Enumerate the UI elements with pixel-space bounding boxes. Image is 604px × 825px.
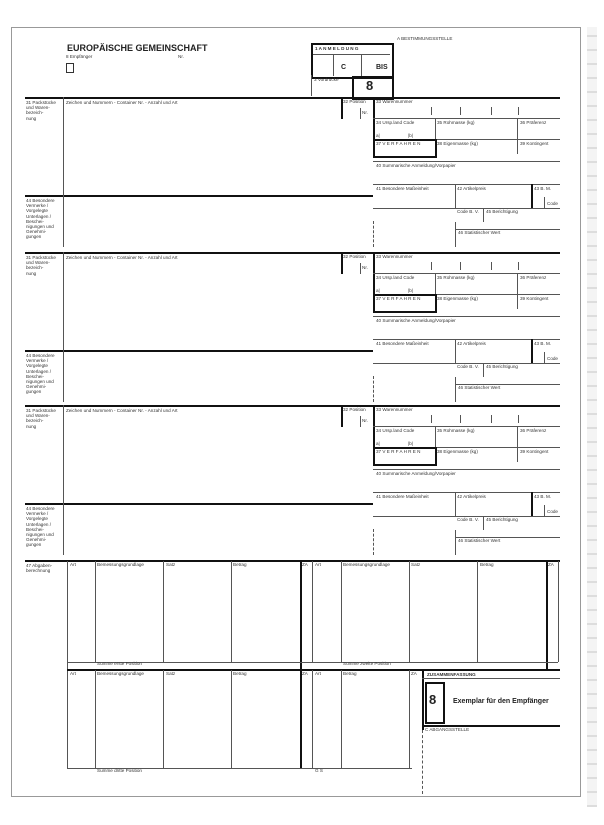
item-1-position-label: 32 Position (343, 99, 366, 104)
dispatch-dashed-rule (422, 730, 423, 794)
item-3-marks-label: Zeichen und Nummern - Container Nr. - Anzahl und Art (66, 408, 178, 413)
recipient-checkbox[interactable] (66, 63, 74, 73)
duties-col-rate-right (409, 561, 410, 662)
item-3-pref-label: 36 Präferenz (520, 428, 547, 433)
item-3-packages-label: 31 Packstücke und Waren- bezeich- nung (26, 408, 56, 429)
duties-gs-label: G S (315, 768, 323, 773)
item-2-pref-left (517, 273, 518, 309)
item-3-origin-b: |b| (408, 441, 413, 446)
item-3-commodity-label: 33 Warennummer (376, 407, 413, 412)
item-1-origin-a: a| (376, 133, 380, 138)
item-2-summary-decl-label: 40 Summarische Anmeldung/Vorpapier (376, 318, 456, 323)
item-3-origin-label: 34 Ursp.land Code (376, 428, 415, 433)
item-1-origin-label: 34 Ursp.land Code (376, 120, 415, 125)
dispatch-office-label: C ABGANGSSTELLE (425, 727, 470, 732)
summary-left-rule (422, 670, 424, 730)
item-2-quota-label: 39 Kontingent (520, 296, 549, 301)
duties-low-za (300, 670, 302, 769)
item-1-special-unit-label: 41 Besondere Maßeinheit (376, 186, 429, 191)
item-2-top-rule (25, 252, 560, 254)
item-1-pref-label: 36 Präferenz (520, 120, 547, 125)
item-3-net-label: 38 Eigenmasse (kg) (437, 449, 478, 454)
item-2-commodity-tick-3 (491, 262, 492, 270)
duties-art-4: Art (315, 671, 321, 676)
item-3-notes-left (63, 503, 64, 555)
item-1-commodity-tick-2 (460, 107, 461, 115)
duties-col-za-inner (312, 561, 313, 662)
declaration-bis: BIS (376, 64, 388, 71)
item-1-price-left (455, 184, 456, 208)
item-3-notes-label: 44 Besondere Vermerke / Vorgelegte Unterlagen / Beschei- nigungen und Genehmi- gungen (26, 506, 55, 548)
item-3-stat-label: 46 Statistischer Wert (458, 538, 501, 543)
summary-title-rule (422, 678, 560, 679)
declaration-cell-divider-1 (333, 54, 334, 76)
declaration-label: 1 A N M E L D U N G (315, 46, 359, 51)
item-3-top-rule (25, 405, 560, 407)
item-2-row-34-rule (373, 273, 560, 274)
item-3-gross-label: 35 Rohmasse (kg) (437, 428, 475, 433)
duties-basis-3: Bemessungsgrundlage (97, 671, 144, 676)
header-separator (311, 75, 312, 96)
duties-col-basis-right (341, 561, 342, 662)
item-1-code-label: Code (547, 201, 558, 206)
recipient-label: 8 Empfänger (66, 54, 93, 59)
item-2-bm-left (531, 339, 533, 363)
item-1-row-34-rule (373, 118, 560, 119)
destination-office-label: A BESTIMMUNGSSTELLE (397, 36, 453, 41)
duties-sum-first: Summe erste Position (97, 661, 142, 666)
item-2-bm-label: 43 B. M. (534, 341, 552, 346)
forms-count-label: 3 Vordrucke (314, 77, 339, 82)
item-2-bv-left (483, 363, 484, 377)
item-2-packages-label: 31 Packstücke und Waren- bezeich- nung (26, 255, 56, 276)
item-1-bv-left (483, 208, 484, 222)
duties-col-amount-right (477, 561, 478, 662)
item-3-notes-rule (25, 503, 373, 505)
duties-col-amount-left (231, 561, 232, 662)
duties-col-basis-left (95, 561, 96, 662)
duties-sum-third: Summe dritte Position (97, 768, 142, 773)
item-2-code-label: Code (547, 356, 558, 361)
summary-title: ZUSAMMENFASSUNG (427, 672, 476, 677)
item-1-marks-left (63, 97, 64, 195)
item-1-commodity-tick-3 (491, 107, 492, 115)
duties-basis-2: Bemessungsgrundlage (343, 562, 390, 567)
item-2-row-40-rule (373, 316, 560, 317)
duties-amount-2: Betrag (480, 562, 494, 567)
item-1-bm-label: 43 B. M. (534, 186, 552, 191)
item-2-notes-rule (25, 350, 373, 352)
item-2-price-label: 42 Artikelpreis (457, 341, 486, 346)
item-3-code-bv-label: Code B. V. (457, 517, 479, 522)
item-2-code-left (544, 352, 545, 363)
item-2-stat-label: 46 Statistischer Wert (458, 385, 501, 390)
item-2-position-nr: Nr. (362, 265, 368, 270)
item-1-origin-b: |b| (408, 133, 413, 138)
item-2-position-label: 32 Position (343, 254, 366, 259)
duties-rate-3: Satz (166, 671, 176, 676)
item-1-quota-label: 39 Kontingent (520, 141, 549, 146)
item-1-procedure-label: 37 V E R F A H R E N (376, 141, 421, 146)
item-1-marks-label: Zeichen und Nummern - Container Nr. - Anzahl und Art (66, 100, 178, 105)
item-3-commodity-tick-1 (431, 415, 432, 423)
item-1-stat-dashed (373, 221, 374, 247)
item-3-position-nr: Nr. (362, 418, 368, 423)
item-3-special-unit-label: 41 Besondere Maßeinheit (376, 494, 429, 499)
item-1-notes-rule (25, 195, 373, 197)
item-2-commodity-tick-4 (518, 262, 519, 270)
duties-art-1: Art (70, 562, 76, 567)
form-title: EUROPÄISCHE GEMEINSCHAFT (67, 43, 208, 53)
copy-number: 8 (366, 78, 374, 93)
item-3-row-40-rule (373, 469, 560, 470)
item-1-net-label: 38 Eigenmasse (kg) (437, 141, 478, 146)
item-3-row-34-rule (373, 426, 560, 427)
item-3-bv-left (483, 516, 484, 530)
item-2-pref-label: 36 Präferenz (520, 275, 547, 280)
item-1-adjustment-label: 45 Berichtigung (486, 209, 518, 214)
item-3-price-left (455, 492, 456, 516)
item-3-marks-left (63, 405, 64, 503)
item-3-price-label: 42 Artikelpreis (457, 494, 486, 499)
item-1-summary-decl-label: 40 Summarische Anmeldung/Vorpapier (376, 163, 456, 168)
duties-low-right-amount (409, 670, 410, 769)
item-2-marks-left (63, 252, 64, 350)
duties-amount-4: Betrag (343, 671, 357, 676)
duties-za-3: ZA (302, 671, 308, 676)
duties-art-2: Art (315, 562, 321, 567)
duties-col-za-left (300, 561, 302, 669)
item-1-pref-left (517, 118, 518, 154)
duties-basis-1: Bemessungsgrundlage (97, 562, 144, 567)
item-1-stat-label: 46 Statistischer Wert (458, 230, 501, 235)
item-1-bm-left (531, 184, 533, 208)
duties-sum-second: Summe zweite Position (343, 661, 391, 666)
scan-edge-texture (587, 27, 597, 807)
item-1-position-nr: Nr. (362, 110, 368, 115)
item-2-price-left (455, 339, 456, 363)
item-3-bm-label: 43 B. M. (534, 494, 552, 499)
item-1-commodity-tick-1 (431, 107, 432, 115)
summary-copy-text: Exemplar für den Empfänger (453, 698, 549, 705)
item-3-stat-left (455, 530, 456, 555)
duties-low-rate (163, 670, 164, 769)
duties-za-2: ZA (548, 562, 554, 567)
item-2-procedure-label: 37 V E R F A H R E N (376, 296, 421, 301)
duties-rate-1: Satz (166, 562, 176, 567)
duties-za-4: ZA (411, 671, 417, 676)
item-1-top-rule (25, 97, 560, 99)
duties-low-right-rate (341, 670, 342, 769)
duties-low-za-inner (312, 670, 313, 769)
item-3-procedure-label: 37 V E R F A H R E N (376, 449, 421, 454)
item-2-commodity-tick-2 (460, 262, 461, 270)
item-1-code-bv-label: Code B. V. (457, 209, 479, 214)
duties-low-amount (231, 670, 232, 769)
duties-rate-2: Satz (411, 562, 421, 567)
item-2-commodity-label: 33 Warennummer (376, 254, 413, 259)
item-3-pref-left (517, 426, 518, 462)
duties-left-edge (67, 561, 68, 769)
item-2-adjustment-label: 45 Berichtigung (486, 364, 518, 369)
duties-right-edge (558, 561, 559, 662)
duties-col-za-right (546, 561, 548, 669)
item-1-packages-label: 31 Packstücke und Waren- bezeich- nung (26, 100, 56, 121)
item-2-origin-label: 34 Ursp.land Code (376, 275, 415, 280)
item-2-nr-left (360, 263, 361, 274)
item-3-quota-label: 39 Kontingent (520, 449, 549, 454)
item-1-row-40-rule (373, 161, 560, 162)
duties-low-basis (95, 670, 96, 769)
item-1-stat-left (455, 222, 456, 247)
item-1-nr-left (360, 108, 361, 119)
item-1-commodity-label: 33 Warennummer (376, 99, 413, 104)
item-3-commodity-tick-3 (491, 415, 492, 423)
declaration-divider (313, 54, 390, 55)
item-2-special-unit-label: 41 Besondere Maßeinheit (376, 341, 429, 346)
item-2-net-label: 38 Eigenmasse (kg) (437, 296, 478, 301)
recipient-nr-label: Nr. (178, 54, 184, 59)
declaration-cell-divider-2 (361, 54, 362, 76)
item-1-gross-label: 35 Rohmasse (kg) (437, 120, 475, 125)
duties-amount-3: Betrag (233, 671, 247, 676)
item-2-origin-a: a| (376, 288, 380, 293)
item-2-stat-left (455, 377, 456, 402)
item-3-summary-decl-label: 40 Summarische Anmeldung/Vorpapier (376, 471, 456, 476)
item-1-notes-left (63, 195, 64, 247)
item-3-code-label: Code (547, 509, 558, 514)
item-2-commodity-tick-1 (431, 262, 432, 270)
declaration-c: C (341, 64, 347, 71)
item-3-code-left (544, 505, 545, 516)
duties-section-label: 47 Abgaben- berechnung (26, 563, 53, 574)
item-2-origin-b: |b| (408, 288, 413, 293)
item-2-code-bv-label: Code B. V. (457, 364, 479, 369)
item-1-commodity-tick-4 (518, 107, 519, 115)
summary-copy-number: 8 (429, 692, 437, 707)
item-1-price-label: 42 Artikelpreis (457, 186, 486, 191)
item-3-commodity-tick-4 (518, 415, 519, 423)
item-2-notes-label: 44 Besondere Vermerke / Vorgelegte Unterlagen / Beschei- nigungen und Genehmi- gungen (26, 353, 55, 395)
duties-art-3: Art (70, 671, 76, 676)
item-3-origin-a: a| (376, 441, 380, 446)
item-2-marks-label: Zeichen und Nummern - Container Nr. - Anzahl und Art (66, 255, 178, 260)
item-3-adjustment-label: 45 Berichtigung (486, 517, 518, 522)
item-3-nr-left (360, 416, 361, 427)
duties-amount-1: Betrag (233, 562, 247, 567)
item-3-commodity-tick-2 (460, 415, 461, 423)
duties-za-1: ZA (302, 562, 308, 567)
item-2-notes-left (63, 350, 64, 402)
item-2-stat-dashed (373, 376, 374, 402)
item-3-bm-left (531, 492, 533, 516)
item-1-code-left (544, 197, 545, 208)
item-3-position-label: 32 Position (343, 407, 366, 412)
duties-col-rate-left (163, 561, 164, 662)
item-1-notes-label: 44 Besondere Vermerke / Vorgelegte Unterlagen / Beschei- nigungen und Genehmi- gungen (26, 198, 55, 240)
item-3-stat-dashed (373, 529, 374, 555)
item-2-gross-label: 35 Rohmasse (kg) (437, 275, 475, 280)
